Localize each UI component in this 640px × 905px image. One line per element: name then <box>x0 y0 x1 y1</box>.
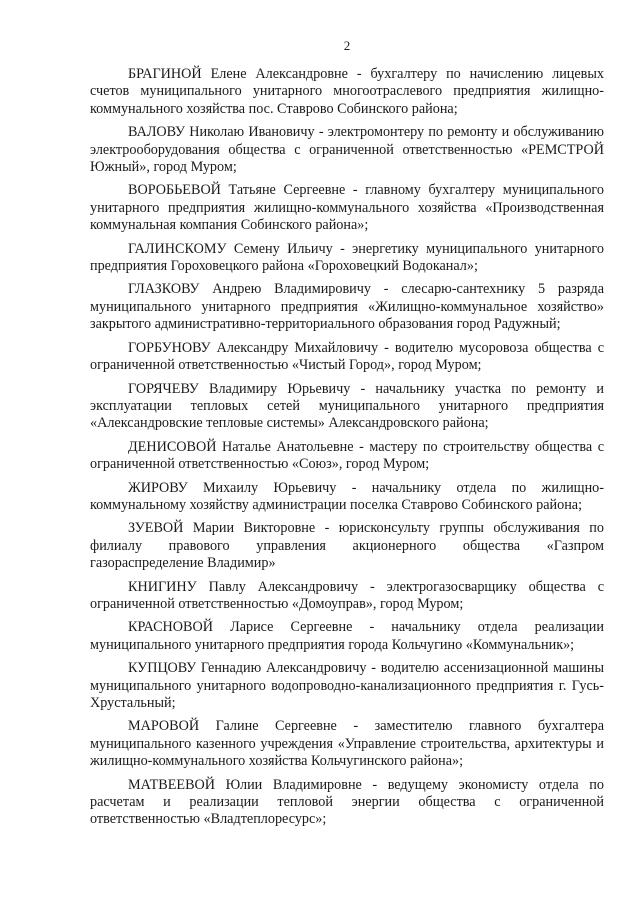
award-entry-kuptsovu: КУПЦОВУ Геннадию Александровичу - водителю ассенизационной машины муниципального унитарного водопроводно-канализационного предприятия г. Гусь-Хрустальный; <box>90 660 604 711</box>
award-entry-matveevoy: МАТВЕЕВОЙ Юлии Владимировне - ведущему экономисту отдела по расчетам и реализации тепловой энергии общества с ограниченной ответственностью «Владтеплоресурс»; <box>90 776 604 828</box>
award-entry-gorbunovu: ГОРБУНОВУ Александру Михайловичу - водителю мусоровоза общества с ограниченной ответственностью «Чистый Город», город Муром; <box>90 339 604 374</box>
document-page <box>90 38 604 829</box>
award-entry-vorobyevoy: ВОРОБЬЕВОЙ Татьяне Сергеевне - главному бухгалтеру муниципального унитарного предприятия жилищно-коммунального хозяйства «Производственная коммунальная компания Собинского района»; <box>90 182 604 234</box>
award-entry-valovu: ВАЛОВУ Николаю Ивановичу - электромонтеру по ремонту и обслуживанию электрооборудования общества с ограниченной ответственностью «РЕМСТРОЙ Южный», город Муром; <box>90 124 604 176</box>
award-entry-marovoy: МАРОВОЙ Галине Сергеевне - заместителю главного бухгалтера муниципального казенного учреждения «Управление строительства, архитектуры и жилищно-коммунального хозяйства Кольчугинского района»; <box>90 718 604 770</box>
award-entry-krasnovoy: КРАСНОВОЙ Ларисе Сергеевне - начальнику отдела реализации муниципального унитарного предприятия города Кольчугино «Коммунальник»; <box>90 619 604 653</box>
page-number: 2 <box>343 38 351 53</box>
award-entry-denisovoy: ДЕНИСОВОЙ Наталье Анатольевне - мастеру по строительству общества с ограниченной ответственностью «Союз», город Муром; <box>90 438 604 473</box>
award-entry-galinskomu: ГАЛИНСКОМУ Семену Ильичу - энергетику муниципального унитарного предприятия Гороховецкого района «Гороховецкий Водоканал»; <box>90 240 604 275</box>
award-entry-zuevoy: ЗУЕВОЙ Марии Викторовне - юрисконсульту группы обслуживания по филиалу правового управления акционерного общества «Газпром газораспределение Владимир» <box>90 520 604 572</box>
award-entry-goryachevu: ГОРЯЧЕВУ Владимиру Юрьевичу - начальнику участка по ремонту и эксплуатации тепловых сетей муниципального унитарного предприятия «Александровские тепловые системы» Александровского района; <box>90 380 604 432</box>
award-entry-braginoy: БРАГИНОЙ Елене Александровне - бухгалтеру по начислению лицевых счетов муниципального унитарного многоотраслевого предприятия жилищно-коммунального хозяйства пос. Ставрово Собинского района; <box>90 66 604 117</box>
award-entry-zhirovu: ЖИРОВУ Михаилу Юрьевичу - начальнику отдела по жилищно-коммунальному хозяйству администрации поселка Ставрово Собинского района; <box>90 479 604 513</box>
award-entry-kniginu: КНИГИНУ Павлу Александровичу - электрогазосварщику общества с ограниченной ответственностью «Домоуправ», город Муром; <box>90 578 604 612</box>
award-entry-glazkovu: ГЛАЗКОВУ Андрею Владимировичу - слесарю-сантехнику 5 разряда муниципального унитарного предприятия «Жилищно-коммунальное хозяйство» закрытого административно-территориального образования город Радужный; <box>90 281 604 333</box>
